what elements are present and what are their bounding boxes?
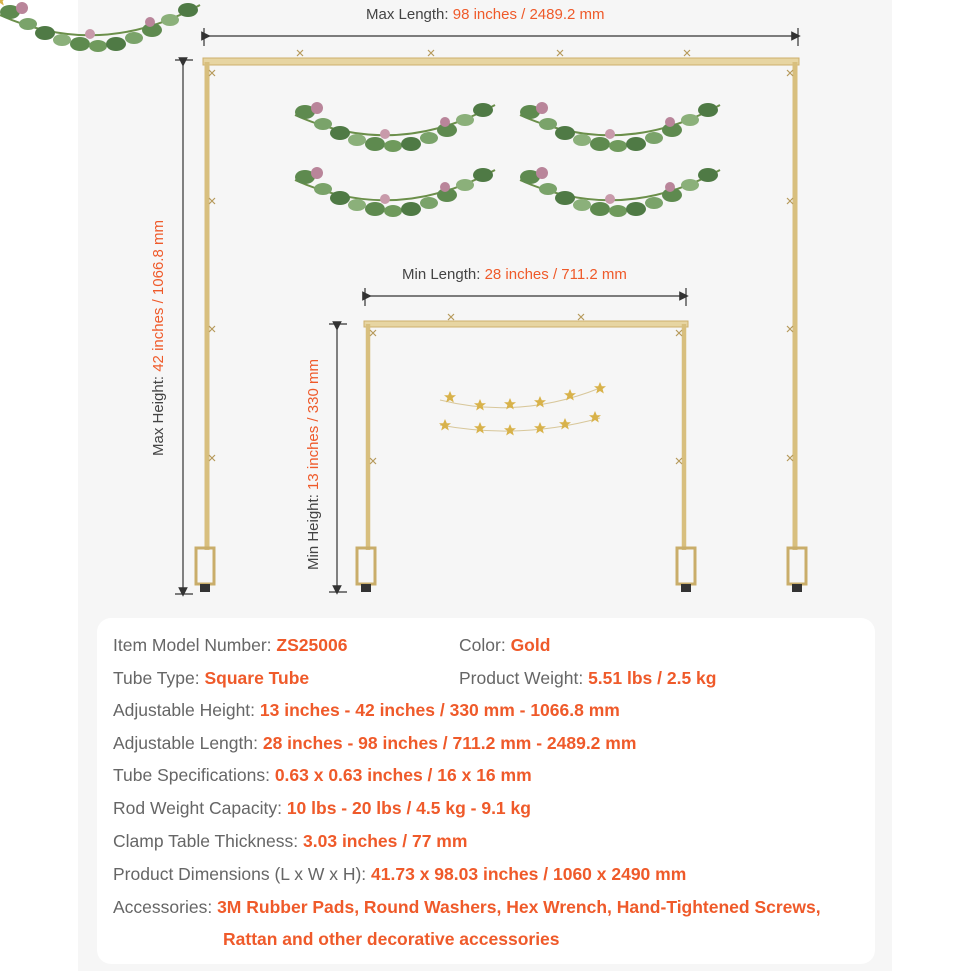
spec-accessories-line2 xyxy=(223,929,560,950)
spec-length-value: 28 inches - 98 inches / 711.2 mm - 2489.2 mm xyxy=(262,733,637,753)
small-frame xyxy=(364,321,688,550)
max-length-label xyxy=(366,6,605,23)
spec-model-label: Item Model Number: xyxy=(113,635,272,655)
max-length-dimension-line xyxy=(204,28,798,46)
spec-dimensions-value: 41.73 x 98.03 inches / 1060 x 2490 mm xyxy=(371,864,687,884)
min-height-dimension-line xyxy=(329,324,347,592)
spec-tube-type-label: Tube Type: xyxy=(113,668,200,688)
spec-tube-spec-label: Tube Specifications: xyxy=(113,765,270,785)
min-height-label xyxy=(305,359,322,570)
spec-capacity-value: 10 lbs - 20 lbs / 4.5 kg - 9.1 kg xyxy=(286,798,531,818)
spec-clamp-value: 3.03 inches / 77 mm xyxy=(303,831,468,851)
spec-accessories-value-2: Rattan and other decorative accessories xyxy=(223,929,560,949)
spec-weight-label: Product Weight: xyxy=(459,668,584,688)
spec-dimensions-label: Product Dimensions (L x W x H): xyxy=(113,864,367,884)
spec-color xyxy=(459,635,550,656)
spec-tube-type xyxy=(113,668,309,689)
garland-decorations xyxy=(0,2,720,217)
spec-accessories-label: Accessories: xyxy=(113,897,213,917)
spec-length-label: Adjustable Length: xyxy=(113,733,258,753)
spec-height-label: Adjustable Height: xyxy=(113,700,256,720)
large-frame-clamps xyxy=(196,548,806,592)
min-height-title: Min Height: xyxy=(305,494,322,570)
max-length-title: Max Length: xyxy=(366,6,449,23)
spec-capacity xyxy=(113,798,531,819)
max-height-value: 42 inches / 1066.8 mm xyxy=(150,220,167,372)
min-length-value: 28 inches / 711.2 mm xyxy=(484,266,627,283)
min-length-title: Min Length: xyxy=(402,266,481,283)
max-length-value: 98 inches / 2489.2 mm xyxy=(452,6,605,23)
spec-model xyxy=(113,635,347,656)
spec-height xyxy=(113,700,620,721)
min-length-dimension-line xyxy=(365,288,686,306)
spec-accessories xyxy=(113,897,821,918)
large-frame xyxy=(203,58,799,550)
spec-clamp-label: Clamp Table Thickness: xyxy=(113,831,299,851)
spec-clamp xyxy=(113,831,467,852)
min-height-value: 13 inches / 330 mm xyxy=(305,359,322,490)
spec-accessories-value-1: 3M Rubber Pads, Round Washers, Hex Wrench, Hand-Tightened Screws, xyxy=(217,897,821,917)
spec-tube-spec xyxy=(113,765,532,786)
spec-height-value: 13 inches - 42 inches / 330 mm - 1066.8 mm xyxy=(259,700,620,720)
spec-weight-value: 5.51 lbs / 2.5 kg xyxy=(588,668,717,688)
spec-color-label: Color: xyxy=(459,635,506,655)
spec-weight xyxy=(459,668,716,689)
max-height-title: Max Height: xyxy=(150,375,167,456)
spec-color-value: Gold xyxy=(510,635,551,655)
small-frame-joints xyxy=(370,314,682,464)
spec-dimensions xyxy=(113,864,686,885)
spec-length xyxy=(113,733,636,754)
specs-card xyxy=(97,618,875,964)
max-height-dimension-line xyxy=(175,60,193,594)
spec-capacity-label: Rod Weight Capacity: xyxy=(113,798,282,818)
small-frame-clamps xyxy=(357,548,695,592)
spec-tube-type-value: Square Tube xyxy=(204,668,310,688)
max-height-label xyxy=(150,220,167,456)
spec-model-value: ZS25006 xyxy=(276,635,348,655)
spec-tube-spec-value: 0.63 x 0.63 inches / 16 x 16 mm xyxy=(274,765,532,785)
min-length-label xyxy=(402,266,627,283)
